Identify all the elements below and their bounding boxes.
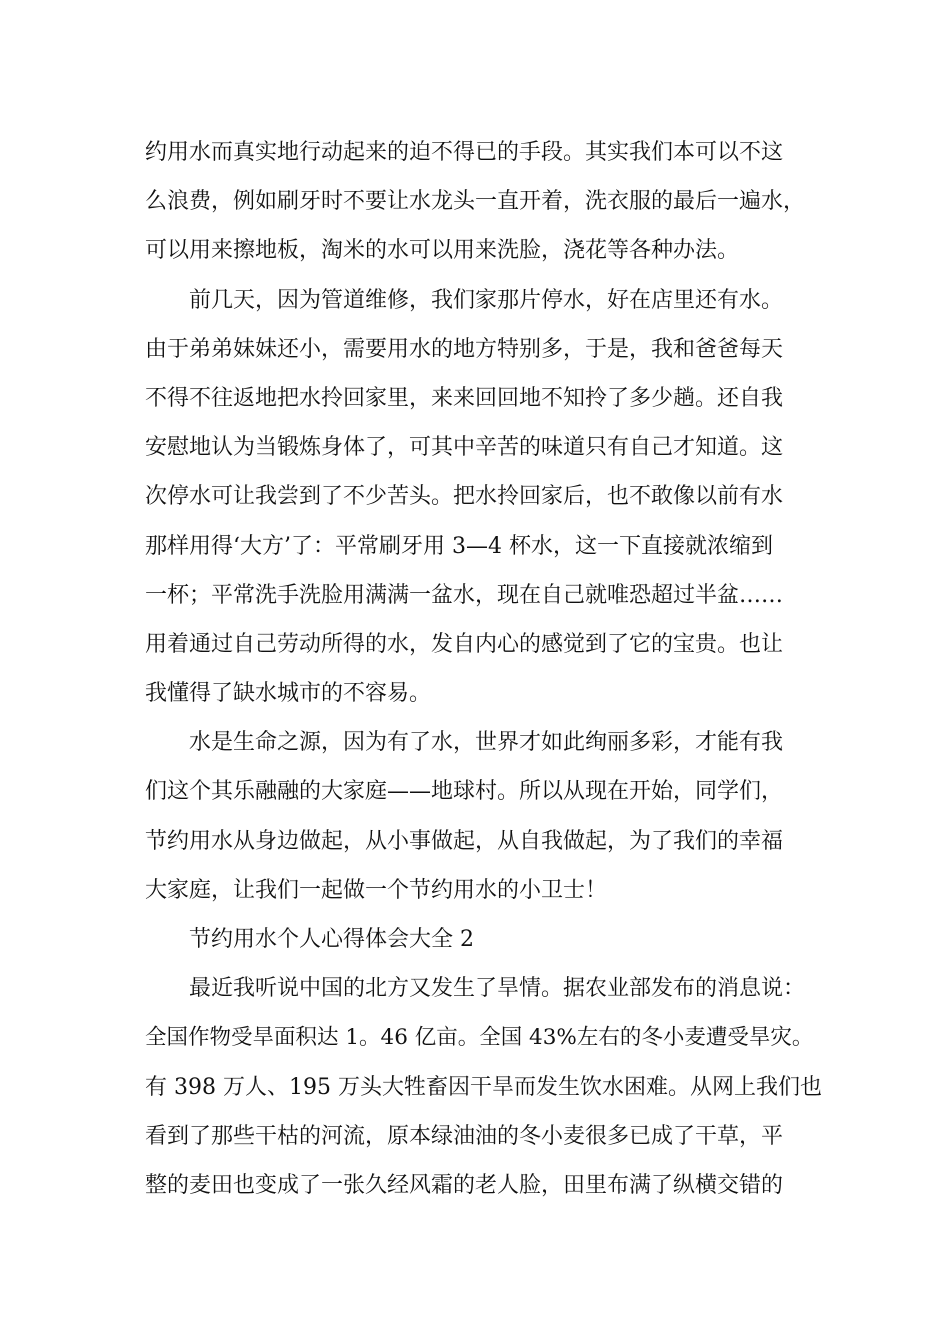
paragraph-line: 安慰地认为当锻炼身体了，可其中辛苦的味道只有自己才知道。这 <box>145 435 784 461</box>
paragraph-line: 整的麦田也变成了一张久经风霜的老人脸，田里布满了纵横交错的 <box>145 1172 784 1198</box>
paragraph-first-line: 前几天，因为管道维修，我们家那片停水，好在店里还有水。 <box>189 287 784 313</box>
paragraph-line: 看到了那些干枯的河流，原本绿油油的冬小麦很多已成了干草，平 <box>145 1123 784 1149</box>
paragraph-first-line: 水是生命之源，因为有了水，世界才如此绚丽多彩，才能有我 <box>189 730 784 756</box>
paragraph-line: 用着通过自己劳动所得的水，发自内心的感觉到了它的宝贵。也让 <box>145 631 784 657</box>
paragraph-line: 们这个其乐融融的大家庭——地球村。所以从现在开始，同学们， <box>145 779 784 805</box>
document-body <box>145 128 825 1210</box>
paragraph-line: 我懂得了缺水城市的不容易。 <box>145 681 432 707</box>
paragraph-line: 次停水可让我尝到了不少苦头。把水拎回家后，也不敢像以前有水 <box>145 484 784 510</box>
paragraph-line: 全国作物受旱面积达 1。46 亿亩。全国 43%左右的冬小麦遭受旱灾。 <box>145 1025 814 1051</box>
paragraph-line: 那样用得‘大方’了：平常刷牙用 3—4 杯水，这一下直接就浓缩到 <box>145 533 773 559</box>
paragraph-first-line: 最近我听说中国的北方又发生了旱情。据农业部发布的消息说： <box>189 976 806 1002</box>
paragraph-line: 有 398 万人、195 万头大牲畜因干旱而发生饮水困难。从网上我们也 <box>145 1074 822 1100</box>
paragraph-line: 么浪费，例如刷牙时不要让水龙头一直开着，洗衣服的最后一遍水， <box>145 189 806 215</box>
paragraph-line: 大家庭，让我们一起做一个节约用水的小卫士！ <box>145 877 608 903</box>
paragraph-line: 约用水而真实地行动起来的迫不得已的手段。其实我们本可以不这 <box>145 140 784 165</box>
paragraph-line: 一杯；平常洗手洗脸用满满一盆水，现在自己就唯恐超过半盆…… <box>145 582 784 608</box>
paragraph-line: 节约用水从身边做起，从小事做起，从自我做起，为了我们的幸福 <box>145 828 784 854</box>
paragraph-first-line: 节约用水个人心得体会大全 2 <box>189 927 474 952</box>
paragraph-line: 不得不往返地把水拎回家里，来来回回地不知拎了多少趟。还自我 <box>145 385 784 411</box>
paragraph-line: 由于弟弟妹妹还小，需要用水的地方特别多，于是，我和爸爸每天 <box>145 336 784 362</box>
paragraph-line: 可以用来擦地板，淘米的水可以用来洗脸，浇花等各种办法。 <box>145 238 740 264</box>
